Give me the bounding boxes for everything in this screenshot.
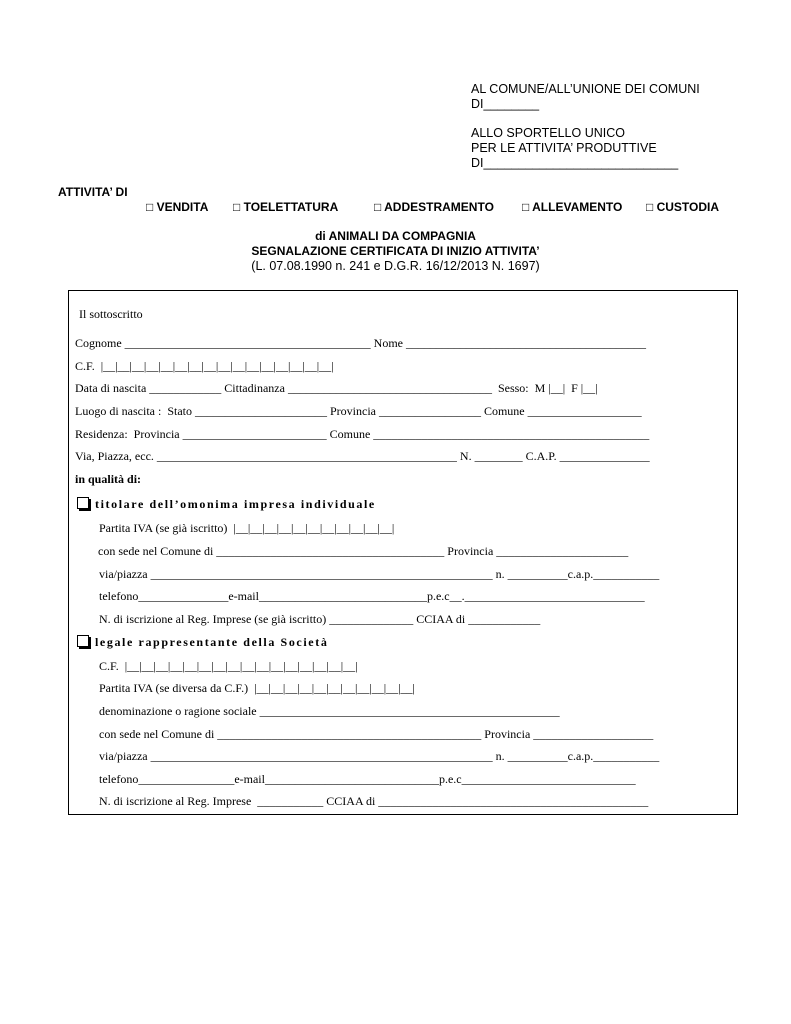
sottoscritto-label: Il sottoscritto bbox=[79, 307, 143, 321]
residenza-field[interactable]: Residenza: Provincia ________________________ Comune ______________________________________________ bbox=[75, 427, 650, 441]
legale-sede-field[interactable]: con sede nel Comune di ____________________________________________ Provincia ____________________ bbox=[99, 727, 654, 741]
title-animali: di ANIMALI DA COMPAGNIA bbox=[315, 229, 476, 243]
titolare-piva-field[interactable]: Partita IVA (se già iscritto) |__|__|__|__|__|__|__|__|__|__|__| bbox=[99, 521, 395, 535]
legale-option[interactable] bbox=[77, 635, 328, 650]
titolare-via-field[interactable]: via/piazza _________________________________________________________ n. __________c.a.p.___________ bbox=[99, 567, 660, 581]
nascita-field[interactable]: Data di nascita ____________ Cittadinanza __________________________________ Sesso: M |__| F |__| bbox=[75, 381, 598, 395]
option-addestramento[interactable]: □ ADDESTRAMENTO bbox=[374, 200, 494, 214]
qualita-label: in qualità di: bbox=[75, 472, 142, 486]
address-line-sportello: ALLO SPORTELLO UNICO bbox=[471, 126, 625, 140]
address-line-di: DI________ bbox=[471, 97, 540, 111]
option-vendita[interactable]: □ VENDITA bbox=[146, 200, 209, 214]
title-scia: SEGNALAZIONE CERTIFICATA DI INIZIO ATTIVITA’ bbox=[251, 244, 540, 258]
cognome-nome-field[interactable]: Cognome _________________________________________ Nome ________________________________________ bbox=[75, 336, 646, 350]
legale-via-field[interactable]: via/piazza _________________________________________________________ n. __________c.a.p.___________ bbox=[99, 749, 660, 763]
address-line-comune: AL COMUNE/ALL’UNIONE DEI COMUNI bbox=[471, 82, 700, 96]
titolare-iscrizione-field[interactable]: N. di iscrizione al Reg. Imprese (se già iscritto) ______________ CCIAA di ____________ bbox=[99, 612, 541, 626]
legale-heading: legale rappresentante della Società bbox=[95, 635, 329, 649]
option-custodia[interactable]: □ CUSTODIA bbox=[646, 200, 720, 214]
form-box bbox=[68, 290, 738, 815]
checkbox-icon[interactable] bbox=[77, 635, 89, 647]
option-allevamento[interactable]: □ ALLEVAMENTO bbox=[522, 200, 623, 214]
option-toelettatura[interactable]: □ TOELETTATURA bbox=[233, 200, 339, 214]
via-field[interactable]: Via, Piazza, ecc. __________________________________________________ N. ________ C.A.P. _______________ bbox=[75, 449, 650, 463]
title-legge: (L. 07.08.1990 n. 241 e D.G.R. 16/12/2013 N. 1697) bbox=[251, 259, 540, 273]
legale-piva-field[interactable]: Partita IVA (se diversa da C.F.) |__|__|__|__|__|__|__|__|__|__|__| bbox=[99, 681, 415, 695]
cf-field[interactable]: C.F. |__|__|__|__|__|__|__|__|__|__|__|__|__|__|__|__| bbox=[75, 359, 334, 373]
activity-label: ATTIVITA’ DI bbox=[58, 185, 128, 199]
legale-denominazione-field[interactable]: denominazione o ragione sociale __________________________________________________ bbox=[99, 704, 560, 718]
titolare-option[interactable] bbox=[77, 497, 376, 512]
titolare-contatti-field[interactable]: telefono_______________e-mail____________________________p.e.c__.______________________________ bbox=[99, 589, 645, 603]
titolare-heading: titolare dell’omonima impresa individuale bbox=[95, 497, 376, 511]
address-line-attivita: PER LE ATTIVITA’ PRODUTTIVE bbox=[471, 141, 657, 155]
legale-contatti-field[interactable]: telefono________________e-mail_____________________________p.e.c_____________________________ bbox=[99, 772, 636, 786]
legale-iscrizione-field[interactable]: N. di iscrizione al Reg. Imprese ___________ CCIAA di _____________________________________________ bbox=[99, 794, 649, 808]
address-line-di-2: DI____________________________ bbox=[471, 156, 679, 170]
checkbox-icon[interactable] bbox=[77, 497, 89, 509]
legale-cf-field[interactable]: C.F. |__|__|__|__|__|__|__|__|__|__|__|__|__|__|__|__| bbox=[99, 659, 358, 673]
luogo-nascita-field[interactable]: Luogo di nascita : Stato ______________________ Provincia _________________ Comune ___________________ bbox=[75, 404, 642, 418]
titolare-sede-field[interactable]: con sede nel Comune di ______________________________________ Provincia ______________________ bbox=[95, 544, 629, 558]
